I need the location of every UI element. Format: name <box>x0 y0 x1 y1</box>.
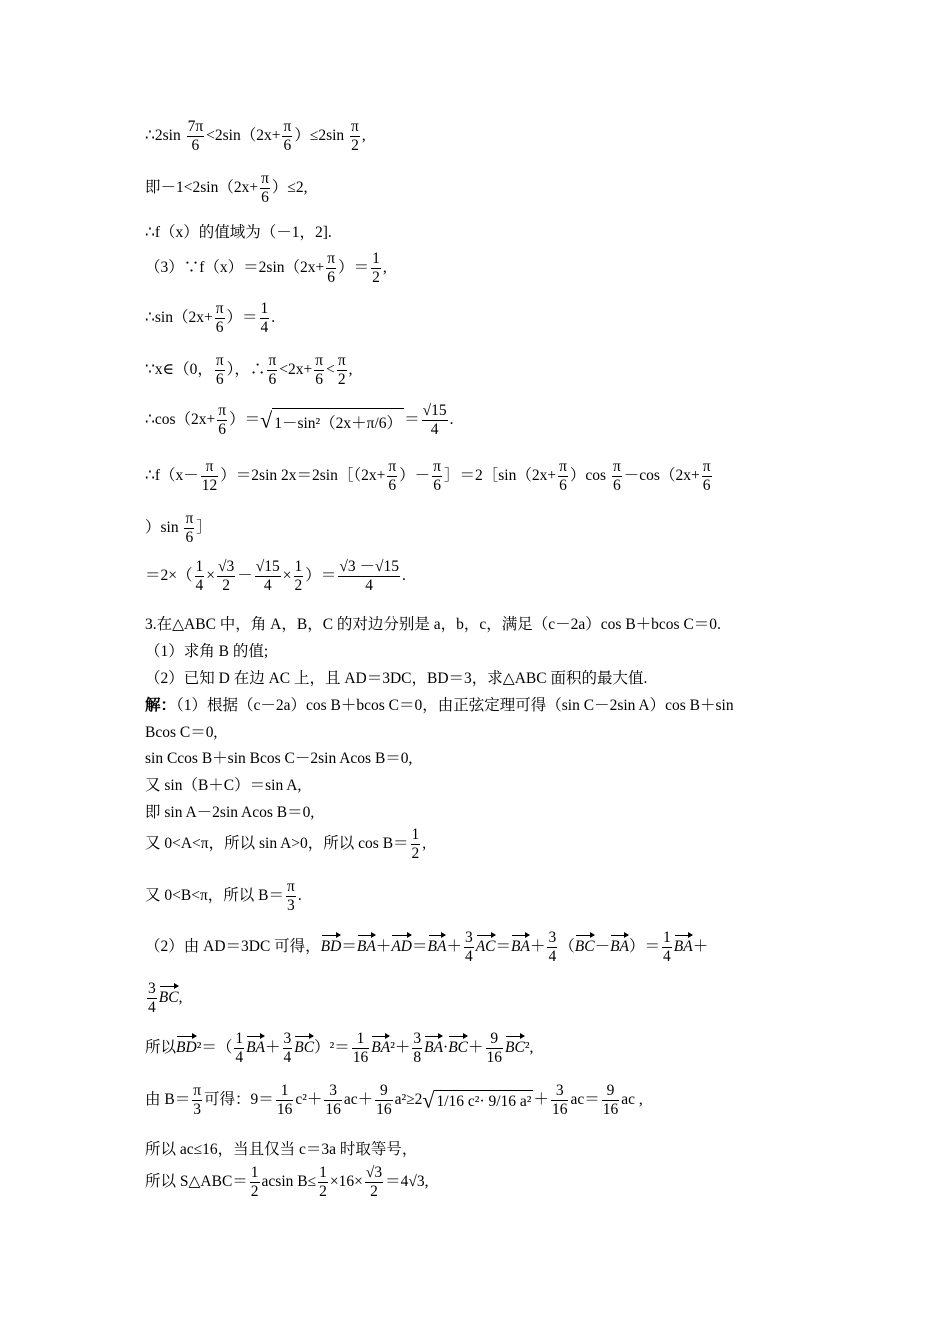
fraction-denominator: 8 <box>413 1048 422 1066</box>
fraction-denominator: 6 <box>315 370 324 388</box>
radicand: 1－sin²（2x＋π/6） <box>272 408 404 433</box>
fraction-numerator: 3 <box>324 1082 342 1101</box>
text-line <box>145 1164 429 1201</box>
radicand: 1/16 c²· 9/16 a² <box>434 1090 533 1111</box>
text-run: 又 0<B<π，所以 B＝ <box>145 886 284 904</box>
text-run: , <box>361 126 366 144</box>
fraction <box>215 300 225 337</box>
text-run: acsin B≤ <box>261 1172 317 1190</box>
fraction-denominator: 4 <box>260 318 269 336</box>
fraction-numerator: π <box>287 878 295 895</box>
fraction <box>326 250 336 287</box>
fraction-denominator: 2 <box>351 136 359 154</box>
text-line <box>145 878 302 915</box>
fraction-numerator: 3 <box>548 929 557 946</box>
fraction <box>350 118 360 155</box>
text-run: × <box>206 566 215 584</box>
fraction-numerator: 3 <box>413 1030 422 1047</box>
fraction <box>324 1082 342 1119</box>
text-line <box>145 300 275 337</box>
fraction-denominator: 6 <box>702 476 711 494</box>
text-run: ＝ <box>341 937 357 955</box>
text-line <box>145 558 406 595</box>
fraction-denominator: 4 <box>430 420 439 438</box>
text-line <box>145 639 268 661</box>
fraction-denominator: 12 <box>201 476 218 494</box>
text-run: a²≥2 <box>394 1090 423 1108</box>
text-run: sin Ccos B＋sin Bcos C－2sin Acos B＝0, <box>145 750 413 767</box>
fraction <box>294 558 304 595</box>
text-line <box>145 1137 417 1159</box>
text-run: ²＝（ <box>196 1038 233 1056</box>
fraction-denominator: 6 <box>185 528 194 546</box>
radical-sign: √ <box>422 1087 435 1113</box>
text-run: 所以 ac≤16，当且仅当 c＝3a 时取等号， <box>145 1141 418 1158</box>
fraction-denominator: 4 <box>365 576 373 594</box>
fraction-numerator: √15 <box>422 402 447 419</box>
text-run: ）＝2sin 2x＝2sin［（2x+ <box>220 466 386 484</box>
fraction <box>234 1030 244 1067</box>
text-run: ＋ <box>529 937 546 955</box>
text-run: （ <box>559 937 575 955</box>
text-run: 3.在△ABC 中，角 A，B，C 的对边分别是 a，b，c，满足（c－2a）cos B＋bcos C＝0. <box>145 616 721 633</box>
fraction-numerator: 1 <box>319 1164 327 1181</box>
text-run: , <box>348 360 353 378</box>
vector: AC <box>476 933 496 955</box>
fraction-denominator: 16 <box>276 1100 293 1118</box>
fraction-denominator: 3 <box>193 1100 201 1118</box>
text-run: ）＝ <box>305 566 337 584</box>
fraction <box>282 118 292 155</box>
text-line <box>145 220 332 242</box>
fraction-numerator: π <box>612 458 621 475</box>
fraction <box>250 1164 260 1201</box>
fraction-numerator: π <box>268 352 277 369</box>
text-run: ＝2×（ <box>145 566 193 584</box>
text-run: ）＝ <box>338 258 370 276</box>
vector: BD <box>321 933 342 955</box>
fraction-denominator: 6 <box>191 136 200 154</box>
text-run: （2）由 AD＝3DC 可得， <box>145 937 321 955</box>
fraction-numerator: π <box>201 458 219 477</box>
fraction <box>184 510 194 547</box>
text-line <box>145 800 314 822</box>
text-line <box>145 612 721 634</box>
fraction <box>267 352 277 389</box>
fraction <box>195 558 205 595</box>
fraction-numerator: π <box>315 352 324 369</box>
fraction-numerator: 1 <box>352 1030 370 1049</box>
fraction-denominator: 6 <box>283 136 292 154</box>
fraction-denominator: 2 <box>222 576 230 594</box>
text-run: ＋ <box>692 937 709 955</box>
fraction-numerator: 1 <box>235 1030 244 1047</box>
text-run: 由 B＝ <box>145 1090 191 1108</box>
text-line <box>145 1030 533 1067</box>
text-run: ², <box>524 1038 534 1056</box>
fraction-numerator: √15 <box>255 558 280 575</box>
fraction-numerator: 3 <box>283 1030 292 1047</box>
vector: BA <box>357 933 376 955</box>
fraction-denominator: 4 <box>663 947 671 965</box>
text-run: ）－ <box>399 466 431 484</box>
vector: BC <box>575 933 595 955</box>
fraction-numerator: π <box>193 1082 202 1099</box>
fraction-denominator: 4 <box>148 998 156 1016</box>
fraction-denominator: 4 <box>235 1048 244 1066</box>
fraction <box>412 1030 422 1067</box>
fraction-denominator: 6 <box>559 476 567 494</box>
text-run: ＝ <box>495 937 512 955</box>
text-run: ＋ <box>446 937 462 955</box>
fraction-denominator: 6 <box>215 318 224 336</box>
fraction-numerator: 9 <box>375 1082 393 1101</box>
vector: BD <box>176 1034 197 1056</box>
text-line <box>145 170 308 207</box>
text-run: 又 0<A<π，所以 sin A>0，所以 cos B＝ <box>145 834 409 852</box>
fraction <box>187 118 205 155</box>
text-run: ∵x∈（0， <box>145 360 213 378</box>
text-line <box>145 980 182 1017</box>
fraction-numerator: π <box>337 352 346 369</box>
text-line <box>145 510 212 547</box>
fraction-denominator: 16 <box>325 1100 341 1118</box>
vector: BC <box>294 1034 314 1056</box>
fraction-denominator: 4 <box>464 947 473 965</box>
fraction-denominator: 6 <box>388 476 397 494</box>
text-run: ）＝ <box>229 410 261 428</box>
fraction-denominator: 2 <box>337 370 346 388</box>
fraction <box>662 929 672 966</box>
text-run: － <box>237 566 253 584</box>
fraction <box>147 980 157 1017</box>
fraction-denominator: 2 <box>319 1182 327 1200</box>
text-run: < <box>326 360 335 378</box>
fraction-numerator: 1 <box>250 1164 259 1181</box>
fraction-numerator: 1 <box>411 826 420 843</box>
text-line <box>145 250 387 287</box>
fraction <box>215 352 225 389</box>
text-run: （1）求角 B 的值; <box>145 643 269 660</box>
text-line <box>145 458 714 495</box>
fraction <box>255 558 281 595</box>
fraction <box>217 558 235 595</box>
text-run: ＋ <box>468 1038 484 1056</box>
text-run: . <box>449 410 454 428</box>
fraction-numerator: π <box>283 118 292 135</box>
fraction-numerator: π <box>261 170 269 187</box>
fraction <box>602 1082 620 1119</box>
fraction-numerator: π <box>433 458 441 475</box>
fraction-denominator: 4 <box>263 576 272 594</box>
fraction-denominator: 3 <box>287 896 295 914</box>
text-run: （3）∵f（x）＝2sin（2x+ <box>145 258 325 276</box>
text-run: － <box>594 937 611 955</box>
fraction-denominator: 16 <box>602 1100 619 1118</box>
text-run: 即 sin A－2sin Acos B＝0, <box>145 804 315 821</box>
fraction <box>387 458 397 495</box>
text-run: · <box>443 1038 449 1056</box>
text-run: ∴f（x）的值域为（－1，2]. <box>145 224 332 241</box>
fraction <box>547 929 557 966</box>
vector: BA <box>674 933 693 955</box>
fraction-numerator: √3 <box>218 558 235 575</box>
text-run: ²＋ <box>390 1038 411 1056</box>
text-run: ）cos <box>569 466 610 484</box>
text-run: , <box>178 988 183 1006</box>
fraction <box>371 250 381 287</box>
fraction <box>432 458 442 495</box>
bold-label: 解： <box>145 697 177 714</box>
text-run: ）＝ <box>629 937 661 955</box>
text-run: （2）已知 D 在边 AC 上，且 AD＝3DC，BD＝3，求△ABC 面积的最大值. <box>145 670 648 687</box>
fraction-numerator: π <box>185 510 194 527</box>
fraction-numerator: 9 <box>602 1082 620 1101</box>
text-run: Bcos C＝0, <box>145 724 218 741</box>
fraction-numerator: π <box>218 402 227 419</box>
fraction <box>260 170 270 207</box>
fraction-denominator: 16 <box>352 1048 369 1066</box>
text-line <box>145 666 647 688</box>
fraction-denominator: 16 <box>376 1100 392 1118</box>
text-run: . <box>297 886 302 904</box>
vector: BA <box>610 933 629 955</box>
fraction-denominator: 6 <box>218 420 227 438</box>
fraction <box>375 1082 393 1119</box>
fraction-numerator: √3 <box>365 1164 383 1181</box>
text-run: （1）根据（c－2a）cos B＋bcos C＝0，由正弦定理可得（sin C－2sin A）cos B＋sin <box>176 697 734 714</box>
text-run: ＝ <box>411 937 428 955</box>
text-run: ＋ <box>533 1090 549 1108</box>
fraction <box>558 458 568 495</box>
fraction <box>352 1030 370 1067</box>
fraction <box>201 458 219 495</box>
fraction-numerator: π <box>388 458 397 475</box>
text-run: ］＝2［sin（2x+ <box>444 466 557 484</box>
text-run: 所以 <box>145 1038 177 1056</box>
fraction <box>551 1082 569 1119</box>
fraction <box>486 1030 504 1067</box>
text-run: ），∴ <box>226 360 266 378</box>
text-line <box>145 402 453 439</box>
text-run: ac＋ <box>343 1090 374 1108</box>
fraction-denominator: 4 <box>195 576 204 594</box>
text-run: ac , <box>621 1090 643 1108</box>
text-line <box>145 746 412 768</box>
fraction-numerator: 1 <box>663 929 671 946</box>
fraction-denominator: 16 <box>551 1100 568 1118</box>
text-run: ∴sin（2x+ <box>145 308 213 326</box>
fraction-numerator: π <box>702 458 711 475</box>
fraction <box>283 1030 293 1067</box>
fraction-denominator: 2 <box>294 576 303 594</box>
text-run: ∴cos（2x+ <box>145 410 216 428</box>
fraction-denominator: 2 <box>370 1182 378 1200</box>
text-run: 可得：9＝ <box>204 1090 274 1108</box>
vector: BA <box>371 1034 390 1056</box>
text-run: , <box>382 258 387 276</box>
vector: AD <box>391 933 412 955</box>
text-run: 又 sin（B＋C）＝sin A, <box>145 777 302 794</box>
text-run: × <box>282 566 292 584</box>
fraction-numerator: 1 <box>195 558 204 575</box>
fraction-denominator: 4 <box>283 1048 292 1066</box>
fraction <box>365 1164 383 1201</box>
text-run: ×16× <box>329 1172 363 1190</box>
text-run: , <box>422 834 427 852</box>
text-line <box>145 773 301 795</box>
text-run: ）≤2, <box>271 178 308 196</box>
text-run: ＋ <box>265 1038 281 1056</box>
fraction-numerator: 3 <box>551 1082 569 1101</box>
fraction-denominator: 6 <box>433 476 441 494</box>
text-line <box>145 352 353 389</box>
fraction-numerator: 7π <box>187 118 204 135</box>
text-run: <2x+ <box>279 360 313 378</box>
fraction-numerator: 1 <box>276 1082 294 1101</box>
text-run: －cos（2x+ <box>623 466 700 484</box>
vector: BA <box>424 1034 443 1056</box>
fraction-numerator: 9 <box>486 1030 504 1049</box>
text-run: 即－1<2sin（2x+ <box>145 178 259 196</box>
fraction <box>338 558 400 595</box>
fraction-numerator: 1 <box>372 250 380 267</box>
text-run: ＝ <box>404 410 420 428</box>
text-line <box>145 1082 643 1119</box>
text-line <box>145 929 708 966</box>
fraction-denominator: 2 <box>372 268 380 286</box>
fraction-denominator: 6 <box>215 370 224 388</box>
text-line <box>145 118 366 155</box>
text-line <box>145 826 426 863</box>
fraction <box>422 402 448 439</box>
text-run: . <box>271 308 276 326</box>
fraction <box>217 402 227 439</box>
fraction-denominator: 6 <box>327 268 336 286</box>
fraction-numerator: π <box>327 250 336 267</box>
text-run: . <box>401 566 406 584</box>
text-run: ）＝ <box>226 308 258 326</box>
text-run: c²＋ <box>295 1090 323 1108</box>
fraction <box>612 458 622 495</box>
fraction <box>702 458 712 495</box>
radical-sign: √ <box>260 407 273 433</box>
text-run: ∴2sin <box>145 126 185 144</box>
fraction-numerator: 3 <box>464 929 473 946</box>
fraction-denominator: 6 <box>268 370 277 388</box>
text-line <box>145 693 734 715</box>
text-run: 所以 S△ABC＝ <box>145 1172 248 1190</box>
fraction-denominator: 4 <box>548 947 557 965</box>
text-run: ac＝ <box>570 1090 600 1108</box>
fraction-denominator: 2 <box>250 1182 259 1200</box>
fraction-numerator: π <box>351 118 359 135</box>
fraction-denominator: 16 <box>486 1048 503 1066</box>
text-run: ］ <box>196 518 212 536</box>
fraction <box>314 352 324 389</box>
fraction-numerator: 1 <box>260 300 269 317</box>
text-run: <2sin（2x+ <box>206 126 281 144</box>
fraction-numerator: √3 －√15 <box>339 558 399 575</box>
text-run: ）≤2sin <box>294 126 349 144</box>
vector: BC <box>159 984 179 1006</box>
text-run: ）sin <box>145 518 183 536</box>
text-run: ∴f（x－ <box>145 466 199 484</box>
fraction-denominator: 2 <box>411 844 420 862</box>
fraction-numerator: π <box>215 352 224 369</box>
fraction-numerator: π <box>559 458 567 475</box>
vector: BA <box>428 933 447 955</box>
fraction-numerator: 3 <box>148 980 156 997</box>
text-run: ＋ <box>375 937 392 955</box>
fraction <box>464 929 474 966</box>
vector: BC <box>505 1034 525 1056</box>
fraction <box>192 1082 202 1119</box>
fraction-numerator: π <box>215 300 224 317</box>
fraction <box>411 826 421 863</box>
vector: BA <box>511 933 530 955</box>
fraction <box>260 300 270 337</box>
text-run: ）²＝ <box>314 1038 350 1056</box>
fraction <box>276 1082 294 1119</box>
fraction <box>286 878 296 915</box>
text-line <box>145 720 217 742</box>
vector: BA <box>246 1034 265 1056</box>
text-run: ＝4√3, <box>385 1172 429 1190</box>
fraction <box>337 352 347 389</box>
fraction-denominator: 6 <box>261 188 269 206</box>
fraction <box>318 1164 328 1201</box>
fraction-denominator: 6 <box>613 476 621 494</box>
vector: BC <box>448 1034 468 1056</box>
fraction-numerator: 1 <box>294 558 303 575</box>
